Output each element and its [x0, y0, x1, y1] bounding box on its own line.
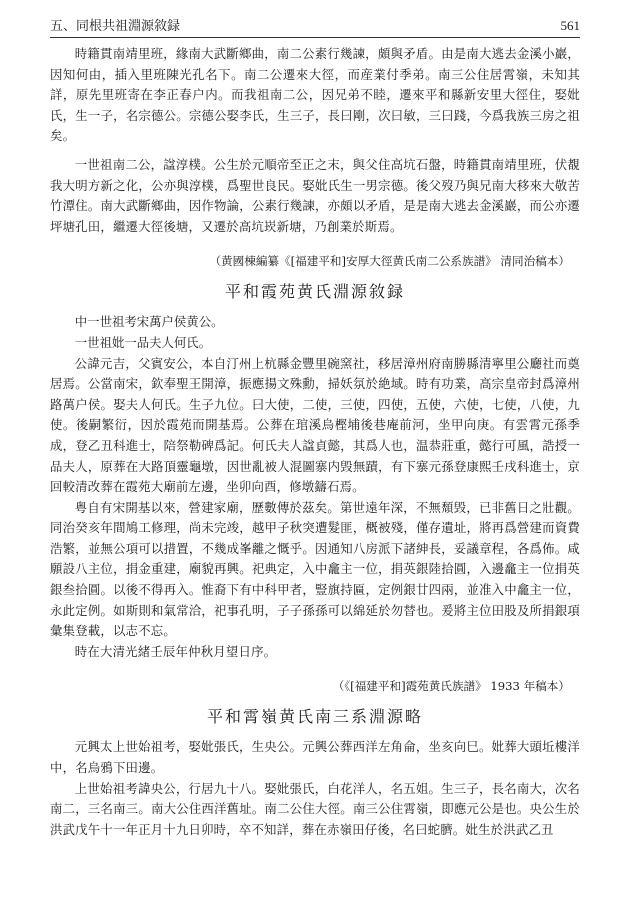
chapter-title: 五、同根共祖淵源敘録	[50, 19, 181, 34]
paragraph: 時在大清光緒壬辰年仲秋月望日序。	[74, 643, 277, 659]
paragraph: 粤自有宋開基以來，營建家廟，歷數傳於茲矣。第世遠年深，不無頹毁，已非舊日之壯觀。同治癸亥年間鳩工修理，尚未完竣，越甲子秋突遭髮匪，概被殘，僅存遺址，將再爲營建而資費浩繁，並無公項可以措置，不幾成峯離之慨乎。因通知八房派下諸紳長，妥議章程，各爲佈。咸願設八主位，捐金重建，廟貌再興。祀典定，入中龕主一位，捐英銀陸拾圓，入邊龕主一位捐英銀叁拾圓。以後不得再入。惟裔下有中科甲者，豎旗持匾，定例銀廿四兩，並准入中龕主一位，永此定例。如斯則和氣常洽，祀事孔明，子子孫孫可以綿延於勿替也。爰將主位田股及所捐銀項彙集登載，以志不忘。	[50, 499, 580, 639]
page-body	[50, 44, 580, 840]
section-title: 平和霞苑黄氏淵源敘録	[224, 282, 405, 302]
paragraph: 元興太上世始祖考，娶妣張氏，生央公。元興公葬西洋左角侖，坐亥向巳。妣葬大頭坵樓洋中，名烏鴉下田邊。	[50, 739, 580, 776]
paragraph: 一世祖南二公，諡淳樸。公生於元順帝至正之末，與父住高坑石盤，時籍貫南靖里班，伏覩我大明方新之化，公亦與淳樸，爲聖世良民。娶妣氏生一男宗德。後父歿乃與兄南大移來大敬苦竹潭住。南大武斷鄉曲，因作物論，公素行幾諫，亦頗以矛盾，是是南大逃去金溪巖，而公亦遷坪塘孔田，繼遷大徑後塘，又遷於高坑崁新塘，乃創業於斯焉。	[50, 156, 580, 234]
paragraph: 時籍貫南靖里班，緣南大武斷鄉曲，南二公素行幾諫，頗與矛盾。由是南大逃去金溪小巖，因知何由，插入里班陳光孔名下。南二公遷來大徑，而産業付季弟。南三公住居霄嶺，未知其詳，原先里班寄在李正春户内。而我祖南二公，因兄弟不睦，遷來平和縣新安里大徑住，娶妣氏，生一子，名宗德公。宗德公娶李氏，生三子，長曰剛，次曰敏，三曰踐，今爲我族三房之祖矣。	[50, 46, 580, 144]
section-title: 平和霄嶺黄氏南三系淵源略	[206, 707, 423, 727]
source-citation: （黄國棟編纂《[福建平和]安厚大徑黄氏南二公系族譜》 清同治稿本）	[209, 254, 570, 269]
page-header	[50, 8, 580, 38]
paragraph: 上世始祖考諱央公，行居九十八。娶妣張氏，白花洋人，名五姐。生三子，長名南大，次名南二，三名南三。南大公住西洋舊址。南二公住大徑。南三公住霄嶺，即應元公是也。央公生於洪武戊午十一年正月十九日卯時，卒不知詳，葬在赤嶺田仔後，名曰蛇臍。妣生於洪武乙丑	[50, 780, 580, 837]
ancestor-line: 中一世祖考宋萬户侯黄公。	[74, 314, 224, 330]
page-number: 561	[560, 18, 580, 33]
paragraph: 公諱元吉，父賓安公，本自汀州上杭縣金豐里碗窯社，移居漳州府南勝縣清寧里公廳社而奠居焉。公當南宋，欽奉聖王開漳，振應揚文殊勳，掃妖氛於絶域。時有功業，高宗皇帝封爲漳州路萬户侯。娶夫人何氏。生子九位。曰大使，二使，三使，四使，五使，六使，七使，八使，九使。後嗣繁衍，因於霞苑而開基焉。公葬在琯溪烏樫埔後巷庵前河，坐甲向庚。有雲霄元孫季成，登乙丑科進士，陪祭勒碑爲記。何氏夫人諡貞懿，其爲人也，温恭莊重，懿行可風，誥授一品夫人，原葬在大路頂靈龜墩，因世亂被人混圖寨内毁無蹟，有下寨元孫登康熙壬戌科進士，京回較清改葬在霞苑大廟前左邊，坐卯向酉，修墩鑄石焉。	[50, 355, 580, 495]
ancestor-line: 一世祖妣一品夫人何氏。	[74, 334, 212, 350]
source-citation: （《[福建平和]霞苑黄氏族譜》 1933 年稿本）	[332, 679, 570, 694]
